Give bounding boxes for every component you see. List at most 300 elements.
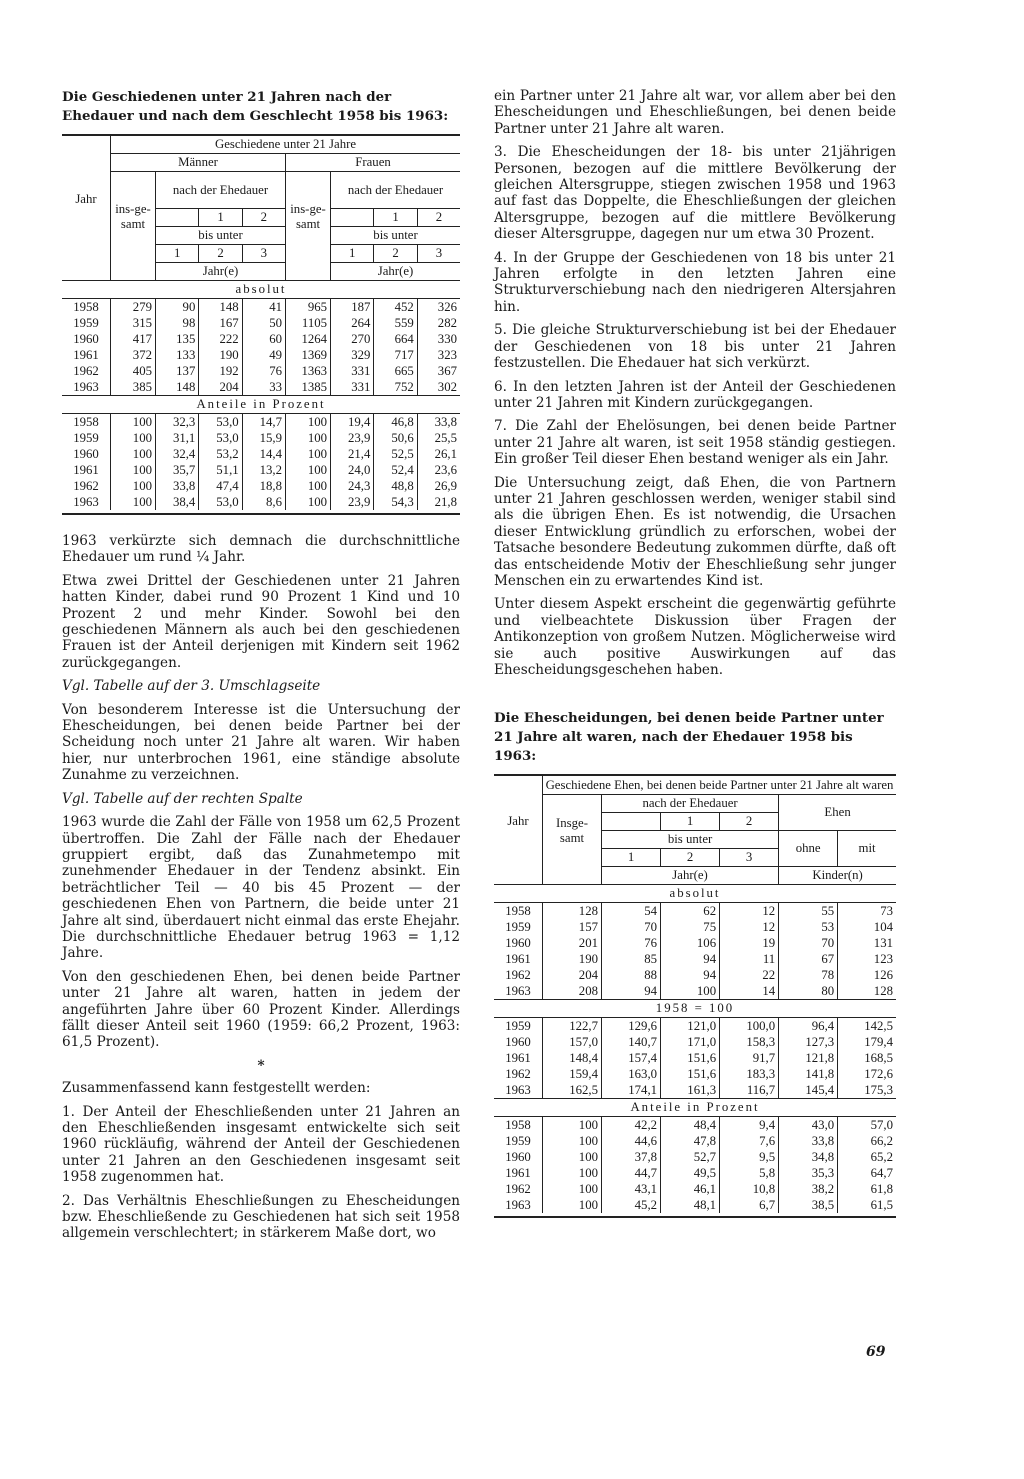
h-until-men: bis unter	[156, 227, 286, 245]
table-row	[62, 347, 460, 363]
table-cell: 140,7	[602, 1034, 661, 1050]
table-cell: 127,3	[779, 1034, 838, 1050]
table-cell: 100	[111, 494, 156, 510]
h-one-women: 1	[374, 209, 417, 227]
table-cell: 62	[661, 903, 720, 920]
table-cell: 452	[374, 299, 417, 316]
table-cell: 9,5	[720, 1149, 779, 1165]
table-cell: 104	[873, 920, 893, 935]
t2-percent-rows	[494, 1117, 896, 1214]
table-cell: 100	[543, 1181, 602, 1197]
table-row	[494, 1050, 896, 1066]
table-cell: 54	[602, 903, 661, 920]
table-cell: 80	[779, 983, 838, 1000]
paragraph: Von den geschiedenen Ehen, bei denen beide Partner unter 21 Jahre alt waren, hatten in jedem der angeführten Jahre über 60 Prozent Kinder. Allerdings fällt dieser Anteil seit 1960 (1959: 66,2 Prozent, 1963: 61,5 Prozent).	[62, 968, 460, 1051]
table-cell: 133	[156, 347, 199, 363]
table1-title: Die Geschiedenen unter 21 Jahren nach der Ehedauer und nach dem Geschlecht 1958 bis 1963:	[62, 89, 449, 124]
table-cell: 61,8	[870, 1182, 893, 1197]
h3w: 3	[417, 245, 460, 263]
paragraph: 7. Die Zahl der Ehelösungen, bei denen beide Partner unter 21 Jahre alt waren, ist seit 1958 ständig gestiegen. Ein großer Teil dieser Ehen bestand weniger als ein Jahr.	[494, 418, 896, 468]
table-cell: 41	[242, 299, 285, 316]
table-cell: 44,6	[602, 1133, 661, 1149]
row-year: 1963	[494, 983, 543, 1000]
table-cell: 330	[437, 332, 457, 346]
table-cell: 33,8	[434, 415, 457, 429]
table-cell: 31,1	[156, 430, 199, 446]
paragraph: Von besonderem Interesse ist die Untersuchung der Ehescheidungen, bei denen beide Partner bei der Scheidung noch unter 21 Jahre alt waren. Wir haben hier, nur unterbrochen 1961, eine ständige absolute Zunahme zu verzeichnen.	[62, 701, 460, 784]
divorces-both-under-21-table	[494, 774, 896, 1218]
table-cell: 53	[779, 919, 838, 935]
table-cell: 167	[199, 315, 242, 331]
row-year: 1958	[494, 903, 543, 920]
table-cell: 100	[286, 462, 331, 478]
table-cell: 148,4	[543, 1050, 602, 1066]
table-cell: 12	[720, 919, 779, 935]
table-cell: 1369	[286, 347, 331, 363]
table-cell: 18,8	[242, 478, 285, 494]
table-row	[62, 414, 460, 431]
table-cell: 60	[242, 331, 285, 347]
row-year: 1960	[494, 1034, 543, 1050]
table-cell: 38,4	[156, 494, 199, 510]
table-cell: 43,0	[779, 1117, 838, 1134]
table-cell: 49,5	[661, 1165, 720, 1181]
table-cell: 33	[242, 379, 285, 396]
table-cell: 100	[543, 1133, 602, 1149]
table-cell: 19,4	[331, 414, 374, 431]
table-cell: 664	[374, 331, 417, 347]
table-cell: 44,7	[602, 1165, 661, 1181]
table2-title: Die Ehescheidungen, bei denen beide Partner unter 21 Jahre alt waren, nach der Ehedauer 1958 bis 1963:	[494, 710, 884, 765]
section-percent: Anteile in Prozent	[494, 1099, 896, 1117]
table-row	[62, 430, 460, 446]
table-cell: 33,8	[156, 478, 199, 494]
row-year: 1963	[62, 494, 111, 510]
table-cell: 98	[156, 315, 199, 331]
table-cell: 326	[437, 300, 457, 314]
h3: 3	[720, 849, 779, 867]
header-duration: nach der Ehedauer	[602, 795, 779, 813]
table-cell: 53,0	[199, 494, 242, 510]
table-cell: 23,6	[434, 463, 457, 477]
h-unit-women: Jahr(e)	[377, 264, 414, 278]
table-cell: 100	[543, 1197, 602, 1213]
paragraph: Unter diesem Aspekt erscheint die gegenwärtig geführte und vielbeachtete Diskussion über Fragen der Antikonzeption von großem Nutzen. Möglicherweise wird sie auch positive Auswirkungen auf das Ehescheidungsgeschehen haben.	[494, 596, 896, 678]
table-row	[494, 983, 896, 1000]
table-cell: 208	[543, 983, 602, 1000]
row-year: 1962	[494, 1181, 543, 1197]
table-cell: 204	[199, 379, 242, 396]
h-until-women: bis unter	[331, 227, 460, 245]
table-cell: 100	[286, 430, 331, 446]
table-cell: 100	[286, 446, 331, 462]
header-total-men: ins-ge-samt	[111, 172, 156, 263]
table-cell: 129,6	[602, 1018, 661, 1035]
row-year: 1960	[62, 446, 111, 462]
table-cell: 123	[873, 952, 893, 967]
table-cell: 965	[286, 299, 331, 316]
paragraph: 4. In der Gruppe der Geschiedenen von 18 bis unter 21 Jahren erfolgte in den letzten Jahren eine Strukturverschiebung nach den niedrigeren Altersjahren hin.	[494, 249, 896, 315]
table-cell: 190	[543, 951, 602, 967]
table-row	[494, 919, 896, 935]
table-cell: 106	[661, 935, 720, 951]
table-cell: 19	[720, 935, 779, 951]
table-row	[494, 1018, 896, 1035]
table-row	[494, 1034, 896, 1050]
row-year: 1958	[62, 414, 111, 431]
header-top: Geschiedene unter 21 Jahre	[111, 135, 461, 154]
row-year: 1961	[62, 347, 111, 363]
paragraph: Etwa zwei Drittel der Geschiedenen unter 21 Jahren hatten Kinder, dabei rund 90 Prozent 1 Kind und 10 Prozent 2 und mehr Kinder. Sowohl bei den geschiedenen Männern als auch bei den geschiedenen Frauen ist der Anteil derjenigen mit Kindern seit 1962 zurückgegangen.	[62, 572, 460, 671]
table-row	[494, 1117, 896, 1134]
table-row	[62, 462, 460, 478]
table-cell: 157,0	[543, 1034, 602, 1050]
table-cell: 48,8	[374, 478, 417, 494]
table-cell: 38,5	[779, 1197, 838, 1213]
h2m: 2	[199, 245, 242, 263]
table-cell: 100	[111, 478, 156, 494]
table-row	[494, 1066, 896, 1082]
table-cell: 50	[242, 315, 285, 331]
table-cell: 717	[374, 347, 417, 363]
table-cell: 57,0	[870, 1118, 893, 1133]
table-cell: 172,6	[864, 1067, 893, 1082]
table-cell: 85	[602, 951, 661, 967]
table-cell: 67	[779, 951, 838, 967]
h-two-women: 2	[417, 209, 460, 227]
table-cell: 61,5	[870, 1198, 893, 1213]
table-cell: 66,2	[870, 1134, 893, 1149]
table-cell: 151,6	[661, 1066, 720, 1082]
table-cell: 25,5	[434, 431, 457, 445]
table-cell: 201	[543, 935, 602, 951]
h2w: 2	[374, 245, 417, 263]
table-cell: 12	[720, 903, 779, 920]
table-cell: 64,7	[870, 1166, 893, 1181]
table-cell: 65,2	[870, 1150, 893, 1165]
table-cell: 53,0	[199, 430, 242, 446]
paragraph: 3. Die Ehescheidungen der 18- bis unter 21jährigen Personen, bezogen auf die mittlere Bevölkerung der gleichen Altersgruppe, stiegen zwischen 1958 und 1963 auf fast das Doppelte, die Eheschließungen der gleichen Altersgruppe, bezogen auf die mittlere Bevölkerung dieser Altersgruppe, dagegen nur um etwa 30 Prozent.	[494, 144, 896, 243]
paragraph: Die Untersuchung zeigt, daß Ehen, die von Partnern unter 21 Jahren geschlossen werden, weniger stabil sind als die übrigen Ehen. Es ist notwendig, die Ursachen dieser Entwicklung gründlich zu erforschen, wobei der Tatsache besondere Bedeutung zukommen dürfte, daß oft das entscheidende Motiv der Eheschließung sehr junger Menschen ein zu erwartendes Kind ist.	[494, 474, 896, 589]
table-cell: 37,8	[602, 1149, 661, 1165]
paragraph: Zusammenfassend kann festgestellt werden:	[62, 1080, 371, 1097]
table-cell: 665	[374, 363, 417, 379]
table-cell: 331	[331, 363, 374, 379]
table-cell: 35,7	[156, 462, 199, 478]
table-cell: 405	[111, 363, 156, 379]
table-row	[62, 299, 460, 316]
table-row	[62, 363, 460, 379]
divorced-under-21-table	[62, 134, 460, 515]
t1-percent-rows	[62, 414, 460, 511]
header-top: Geschiedene Ehen, bei denen beide Partner unter 21 Jahre alt waren	[543, 775, 897, 795]
table-cell: 24,3	[331, 478, 374, 494]
table-row	[62, 446, 460, 462]
row-year: 1958	[62, 299, 111, 316]
table-cell: 70	[602, 919, 661, 935]
h1: 1	[602, 849, 661, 867]
header-women: Frauen	[286, 154, 460, 172]
table-cell: 23,9	[331, 430, 374, 446]
t1-absolute-rows	[62, 299, 460, 396]
table-cell: 73	[880, 904, 893, 919]
table-cell: 78	[779, 967, 838, 983]
table-row	[494, 967, 896, 983]
table-cell: 21,4	[331, 446, 374, 462]
table-cell: 24,0	[331, 462, 374, 478]
table-cell: 34,8	[779, 1149, 838, 1165]
table-row	[62, 494, 460, 510]
row-year: 1961	[494, 1165, 543, 1181]
table-cell: 270	[331, 331, 374, 347]
table-row	[62, 331, 460, 347]
table-cell: 94	[602, 983, 661, 1000]
table-cell: 128	[543, 903, 602, 920]
table-cell: 162,5	[543, 1082, 602, 1099]
table-cell: 385	[111, 379, 156, 396]
row-year: 1959	[494, 919, 543, 935]
table-cell: 121,0	[661, 1018, 720, 1035]
table-cell: 88	[602, 967, 661, 983]
table-cell: 222	[199, 331, 242, 347]
t2-index-rows	[494, 1018, 896, 1099]
table-cell: 282	[437, 316, 457, 330]
table-cell: 55	[779, 903, 838, 920]
table-cell: 279	[111, 299, 156, 316]
table-cell: 50,6	[374, 430, 417, 446]
h-unit: Jahr(e)	[602, 867, 779, 885]
table-cell: 46,1	[661, 1181, 720, 1197]
h-children: Kinder(n)	[779, 867, 896, 885]
table-cell: 14	[720, 983, 779, 1000]
table-cell: 6,7	[720, 1197, 779, 1213]
table-cell: 14,7	[242, 414, 285, 431]
table-cell: 367	[437, 364, 457, 378]
table-row	[62, 379, 460, 396]
table-cell: 21,8	[434, 495, 457, 509]
h1m: 1	[156, 245, 199, 263]
table-cell: 100	[286, 478, 331, 494]
table-cell: 76	[242, 363, 285, 379]
table-cell: 52,5	[374, 446, 417, 462]
paragraph: 1. Der Anteil der Eheschließenden unter 21 Jahren an den Eheschließenden insgesamt entwickelte sich seit 1960 rückläufig, während der Anteil der Geschiedenen unter 21 Jahren an den Geschiedenen insgesamt seit 1958 zugenommen hat.	[62, 1103, 460, 1186]
h2: 2	[661, 849, 720, 867]
row-year: 1961	[494, 1050, 543, 1066]
row-year: 1958	[494, 1117, 543, 1134]
table-cell: 100,0	[720, 1018, 779, 1035]
table-cell: 5,8	[720, 1165, 779, 1181]
table-cell: 372	[111, 347, 156, 363]
separator-asterisk: *	[257, 1057, 265, 1074]
table-cell: 752	[374, 379, 417, 396]
row-year: 1962	[62, 478, 111, 494]
table-cell: 14,4	[242, 446, 285, 462]
table-cell: 7,6	[720, 1133, 779, 1149]
table-cell: 128	[873, 984, 893, 999]
t2-absolute-rows	[494, 903, 896, 1000]
table-cell: 33,8	[779, 1133, 838, 1149]
table-cell: 116,7	[720, 1082, 779, 1099]
row-year: 1959	[62, 315, 111, 331]
table-cell: 315	[111, 315, 156, 331]
table-cell: 151,6	[661, 1050, 720, 1066]
table-cell: 190	[199, 347, 242, 363]
table-cell: 126	[873, 968, 893, 983]
paragraph: ein Partner unter 21 Jahre alt war, vor allem aber bei den Ehescheidungen und Eheschließungen, bei denen beide Partner unter 21 Jahre alt waren.	[494, 88, 896, 137]
table-cell: 94	[661, 951, 720, 967]
table-cell: 100	[111, 414, 156, 431]
row-year: 1962	[494, 967, 543, 983]
table-cell: 43,1	[602, 1181, 661, 1197]
h-one-men: 1	[199, 209, 242, 227]
row-year: 1959	[494, 1133, 543, 1149]
table-cell: 331	[331, 379, 374, 396]
table-cell: 90	[156, 299, 199, 316]
table-cell: 158,3	[720, 1034, 779, 1050]
table-cell: 54,3	[374, 494, 417, 510]
table-cell: 157	[543, 919, 602, 935]
table-cell: 161,3	[661, 1082, 720, 1099]
table-cell: 48,4	[661, 1117, 720, 1134]
table-cell: 13,2	[242, 462, 285, 478]
table-cell: 100	[543, 1165, 602, 1181]
page-number: 69	[866, 1344, 886, 1360]
table-row	[494, 935, 896, 951]
table-cell: 100	[543, 1149, 602, 1165]
table-cell: 26,1	[434, 447, 457, 461]
table-cell: 1363	[286, 363, 331, 379]
h-two: 2	[720, 813, 779, 831]
table-cell: 46,8	[374, 414, 417, 431]
h-two-men: 2	[242, 209, 285, 227]
table-cell: 49	[242, 347, 285, 363]
row-year: 1961	[62, 462, 111, 478]
table-cell: 131	[873, 936, 893, 951]
table-cell: 32,4	[156, 446, 199, 462]
table-cell: 192	[199, 363, 242, 379]
table-row	[494, 1082, 896, 1099]
table-cell: 141,8	[779, 1066, 838, 1082]
table-cell: 1105	[286, 315, 331, 331]
table-row	[494, 1149, 896, 1165]
table-cell: 100	[286, 414, 331, 431]
table-cell: 15,9	[242, 430, 285, 446]
table-cell: 121,8	[779, 1050, 838, 1066]
row-year: 1961	[494, 951, 543, 967]
table-cell: 329	[331, 347, 374, 363]
reference-note: Vgl. Tabelle auf der 3. Umschlagseite	[62, 678, 321, 695]
table-cell: 175,3	[864, 1083, 893, 1098]
table-cell: 26,9	[434, 479, 457, 493]
table-cell: 96,4	[779, 1018, 838, 1035]
table-cell: 51,1	[199, 462, 242, 478]
table-cell: 35,3	[779, 1165, 838, 1181]
right-column	[494, 88, 896, 1218]
reference-note: Vgl. Tabelle auf der rechten Spalte	[62, 790, 303, 807]
table-cell: 52,7	[661, 1149, 720, 1165]
h-until: bis unter	[602, 831, 779, 849]
table-cell: 142,5	[864, 1019, 893, 1034]
table-cell: 559	[374, 315, 417, 331]
table-cell: 32,3	[156, 414, 199, 431]
table-cell: 100	[661, 983, 720, 1000]
h-unit-men: Jahr(e)	[156, 263, 286, 281]
header-duration-men: nach der Ehedauer	[156, 172, 286, 209]
table-cell: 53,2	[199, 446, 242, 462]
table-cell: 8,6	[242, 494, 285, 510]
col-year-header: Jahr	[494, 775, 543, 867]
table-cell: 135	[156, 331, 199, 347]
table-cell: 323	[437, 348, 457, 362]
table-row	[494, 1133, 896, 1149]
row-year: 1960	[494, 935, 543, 951]
table-cell: 302	[437, 380, 457, 394]
table-cell: 100	[111, 430, 156, 446]
table-cell: 1264	[286, 331, 331, 347]
table-cell: 10,8	[720, 1181, 779, 1197]
table-cell: 159,4	[543, 1066, 602, 1082]
table-cell: 264	[331, 315, 374, 331]
table-cell: 148	[156, 379, 199, 396]
table-cell: 22	[720, 967, 779, 983]
row-year: 1962	[62, 363, 111, 379]
header-men: Männer	[111, 154, 286, 172]
h-one: 1	[661, 813, 720, 831]
section-absolute: absolut	[62, 281, 460, 299]
row-year: 1960	[494, 1149, 543, 1165]
section-percent: Anteile in Prozent	[62, 396, 460, 414]
h1w: 1	[331, 245, 374, 263]
table-cell: 157,4	[602, 1050, 661, 1066]
header-total-women: ins-ge-samt	[286, 172, 331, 263]
table-cell: 1385	[286, 379, 331, 396]
table-cell: 145,4	[779, 1082, 838, 1099]
table-cell: 75	[661, 919, 720, 935]
section-index: 1958 = 100	[494, 1000, 896, 1018]
table-cell: 47,4	[199, 478, 242, 494]
table-cell: 179,4	[864, 1035, 893, 1050]
paragraph: 2. Das Verhältnis Eheschließungen zu Ehescheidungen bzw. Eheschließende zu Geschiedenen hat sich seit 1958 allgemein verschlechtert; in stärkerem Maße dort, wo	[62, 1192, 460, 1242]
table-cell: 100	[286, 494, 331, 510]
table-row	[62, 315, 460, 331]
h-without: ohne	[779, 831, 838, 867]
table-cell: 52,4	[374, 462, 417, 478]
paragraph: 1963 wurde die Zahl der Fälle von 1958 um 62,5 Prozent übertroffen. Die Zahl der Fälle nach der Ehedauer gruppiert ergibt, daß das Zunahmetempo mit zunehmender Ehedauer in der Tendenz absinkt. Ein beträchtlicher Teil — 40 bis 45 Prozent — der geschiedenen Ehen von Partnern, die beide unter 21 Jahre alt sind, überdauert nicht einmal das erste Ehejahr. Die durchschnittliche Ehedauer betrug 1963 = 1,12 Jahre.	[62, 814, 460, 962]
table-cell: 122,7	[543, 1018, 602, 1035]
row-year: 1960	[62, 331, 111, 347]
paragraph: 1963 verkürzte sich demnach die durchschnittliche Ehedauer um rund ¼ Jahr.	[62, 533, 460, 566]
table-cell: 70	[779, 935, 838, 951]
table-cell: 168,5	[864, 1051, 893, 1066]
table-cell: 11	[720, 951, 779, 967]
table-cell: 42,2	[602, 1117, 661, 1134]
table-row	[494, 1165, 896, 1181]
table-row	[494, 951, 896, 967]
col-year-header: Jahr	[62, 135, 111, 263]
row-year: 1962	[494, 1066, 543, 1082]
section-absolute: absolut	[494, 885, 896, 903]
row-year: 1963	[494, 1197, 543, 1213]
table-cell: 48,1	[661, 1197, 720, 1213]
header-duration-women: nach der Ehedauer	[331, 172, 460, 209]
table-cell: 183,3	[720, 1066, 779, 1082]
left-column	[62, 88, 460, 1249]
table-cell: 100	[111, 446, 156, 462]
row-year: 1963	[494, 1082, 543, 1099]
table-cell: 94	[661, 967, 720, 983]
table-cell: 163,0	[602, 1066, 661, 1082]
row-year: 1963	[62, 379, 111, 396]
